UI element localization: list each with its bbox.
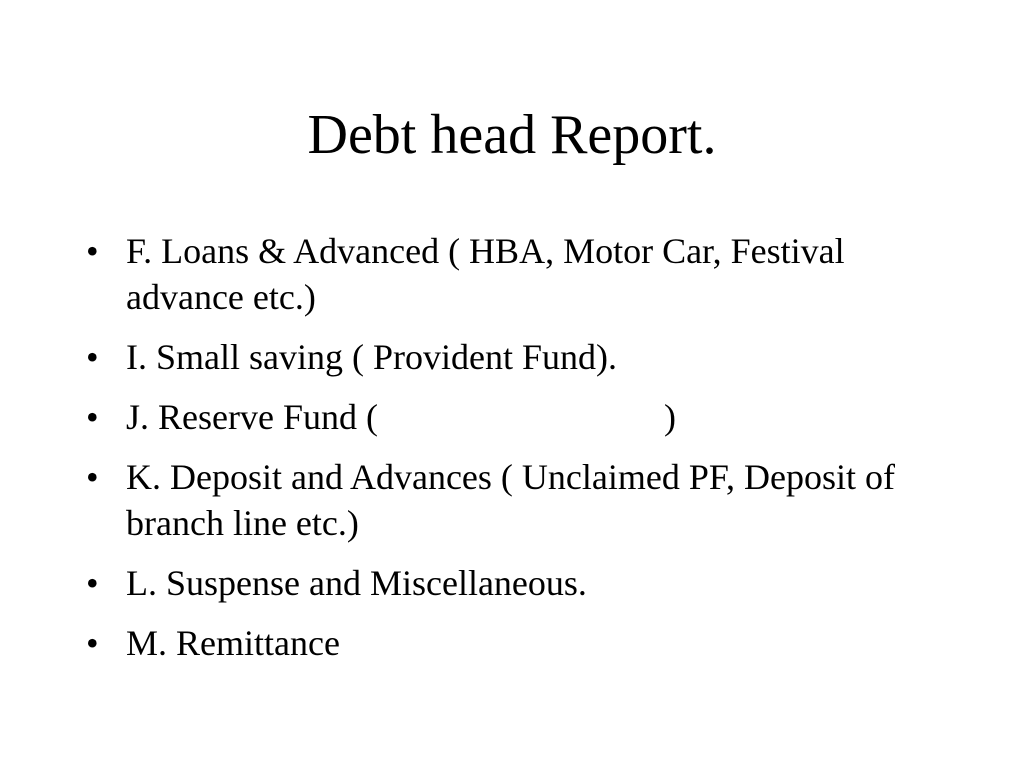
list-item-text-end: ) [663,397,676,437]
bullet-marker: • [86,337,99,377]
list-item-text-start: J. Reserve Fund ( [126,397,378,437]
bullet-list [86,228,946,680]
slide-title: Debt head Report. [307,104,717,166]
list-item-text: I. Small saving ( Provident Fund). [126,337,617,377]
bullet-marker: • [86,457,99,497]
bullet-marker: • [86,563,99,603]
bullet-marker: • [86,397,99,437]
list-item [86,454,946,546]
list-item [86,228,946,320]
list-item-text: L. Suspense and Miscellaneous. [126,563,587,603]
list-item [86,394,946,440]
list-item [86,620,946,666]
bullet-marker: • [86,623,99,663]
list-item [86,334,946,380]
bullet-marker: • [86,231,99,271]
list-item [86,560,946,606]
list-item-text: F. Loans & Advanced ( HBA, Motor Car, Festival advance etc.) [126,231,845,317]
list-item-text: K. Deposit and Advances ( Unclaimed PF, Deposit of branch line etc.) [126,457,895,543]
list-item-text: M. Remittance [126,623,340,663]
